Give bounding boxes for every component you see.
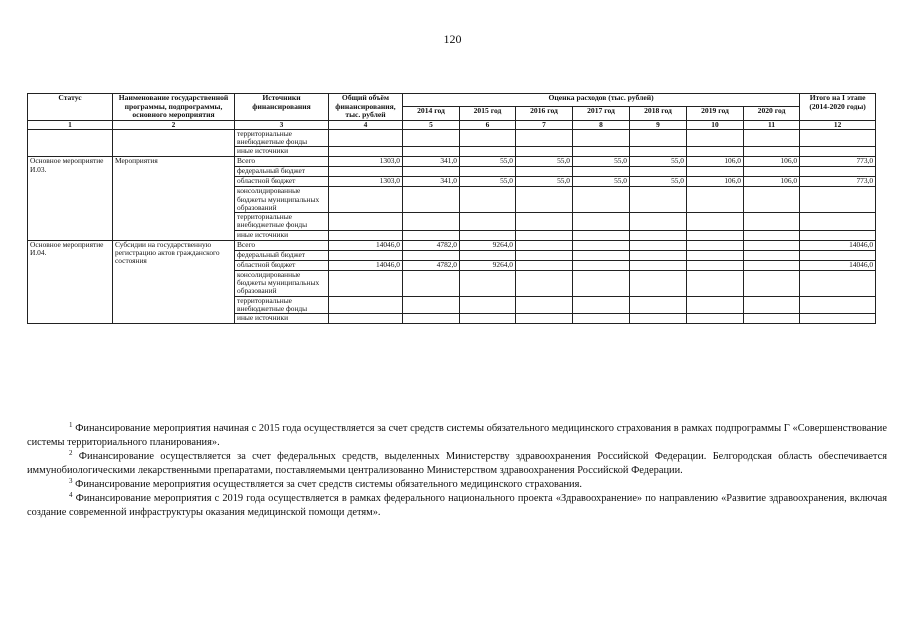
year-value-cell	[744, 167, 800, 177]
year-value-cell	[687, 230, 744, 240]
value-cell	[573, 129, 630, 147]
value-cell	[516, 147, 573, 157]
column-number: 6	[460, 120, 516, 129]
header-year: 2018 год	[630, 107, 687, 120]
stage-total-cell	[800, 187, 876, 213]
year-value-cell: 9264,0	[460, 260, 516, 270]
stage-total-cell	[800, 230, 876, 240]
header-total-volume: Общий объём финансирования, тыс. рублей	[329, 94, 403, 121]
total-cell	[329, 213, 403, 231]
year-value-cell: 4782,0	[403, 260, 460, 270]
name-cell	[113, 129, 235, 157]
status-cell	[28, 129, 113, 157]
value-cell	[329, 147, 403, 157]
source-cell: федеральный бюджет	[235, 167, 329, 177]
table-row	[28, 129, 876, 147]
header-stage-total: Итого на I этапе (2014-2020 годы)	[800, 94, 876, 121]
stage-total-cell	[800, 213, 876, 231]
year-value-cell	[403, 296, 460, 314]
header-status: Статус	[28, 94, 113, 121]
total-cell	[329, 230, 403, 240]
year-value-cell: 55,0	[630, 177, 687, 187]
source-cell: областной бюджет	[235, 177, 329, 187]
year-value-cell: 106,0	[687, 157, 744, 167]
total-cell: 1303,0	[329, 177, 403, 187]
year-value-cell	[744, 260, 800, 270]
source-cell: консолидированные бюджеты муниципальных образований	[235, 270, 329, 296]
year-value-cell	[630, 240, 687, 250]
name-cell: Субсидии на государственную регистрацию актов гражданского состояния	[113, 240, 235, 323]
year-value-cell	[744, 230, 800, 240]
source-cell: иные источники	[235, 314, 329, 324]
year-value-cell	[516, 187, 573, 213]
year-value-cell	[573, 230, 630, 240]
footnote-mark: 3	[69, 477, 73, 486]
value-cell	[516, 129, 573, 147]
footnote	[27, 450, 887, 478]
total-cell	[329, 314, 403, 324]
stage-total-cell: 773,0	[800, 157, 876, 167]
column-number: 8	[573, 120, 630, 129]
year-value-cell	[516, 296, 573, 314]
year-value-cell	[687, 250, 744, 260]
footnote-mark: 2	[69, 449, 73, 458]
total-cell: 14046,0	[329, 260, 403, 270]
total-cell	[329, 167, 403, 177]
header-row	[28, 94, 876, 107]
stage-total-cell: 14046,0	[800, 240, 876, 250]
year-value-cell	[460, 250, 516, 260]
year-value-cell	[403, 314, 460, 324]
value-cell	[800, 147, 876, 157]
header-estimate: Оценка расходов (тыс. рублей)	[403, 94, 800, 107]
header-year: 2014 год	[403, 107, 460, 120]
stage-total-cell: 14046,0	[800, 260, 876, 270]
year-value-cell	[744, 296, 800, 314]
year-value-cell	[573, 167, 630, 177]
year-value-cell	[516, 270, 573, 296]
status-cell: Основное мероприятие И.04.	[28, 240, 113, 323]
year-value-cell	[573, 314, 630, 324]
year-value-cell	[687, 270, 744, 296]
footnote-text: Финансирование мероприятия осуществляется за счет средств системы обязательного медицинского страхования.	[75, 479, 582, 491]
stage-total-cell: 773,0	[800, 177, 876, 187]
year-value-cell	[516, 250, 573, 260]
column-number: 4	[329, 120, 403, 129]
year-value-cell	[573, 260, 630, 270]
value-cell	[687, 129, 744, 147]
value-cell	[403, 129, 460, 147]
source-cell: территориальные внебюджетные фонды	[235, 213, 329, 231]
year-value-cell: 55,0	[460, 157, 516, 167]
year-value-cell: 106,0	[744, 177, 800, 187]
year-value-cell	[573, 240, 630, 250]
year-value-cell	[687, 296, 744, 314]
total-cell	[329, 296, 403, 314]
value-cell	[460, 129, 516, 147]
column-number: 5	[403, 120, 460, 129]
year-value-cell	[460, 167, 516, 177]
year-value-cell: 55,0	[460, 177, 516, 187]
year-value-cell: 4782,0	[403, 240, 460, 250]
year-value-cell: 55,0	[630, 157, 687, 167]
year-value-cell	[573, 270, 630, 296]
value-cell	[744, 129, 800, 147]
year-value-cell: 341,0	[403, 177, 460, 187]
column-number: 7	[516, 120, 573, 129]
footnote-mark: 1	[69, 421, 73, 429]
year-value-cell	[744, 250, 800, 260]
header-year: 2020 год	[744, 107, 800, 120]
header-year: 2017 год	[573, 107, 630, 120]
column-number: 9	[630, 120, 687, 129]
header-name: Наименование государственной программы, подпрограммы, основного мероприятия	[113, 94, 235, 121]
year-value-cell	[630, 213, 687, 231]
year-value-cell	[630, 314, 687, 324]
column-number: 1	[28, 120, 113, 129]
year-value-cell	[630, 270, 687, 296]
total-cell	[329, 250, 403, 260]
year-value-cell	[516, 240, 573, 250]
year-value-cell	[516, 230, 573, 240]
year-value-cell	[687, 240, 744, 250]
year-value-cell	[630, 187, 687, 213]
year-value-cell	[460, 187, 516, 213]
year-value-cell	[403, 250, 460, 260]
value-cell	[460, 147, 516, 157]
source-cell: территориальные внебюджетные фонды	[235, 296, 329, 314]
name-cell: Мероприятия	[113, 157, 235, 240]
total-cell: 1303,0	[329, 157, 403, 167]
year-value-cell	[630, 260, 687, 270]
column-number: 12	[800, 120, 876, 129]
stage-total-cell	[800, 270, 876, 296]
year-value-cell	[630, 296, 687, 314]
year-value-cell	[403, 230, 460, 240]
year-value-cell: 106,0	[687, 177, 744, 187]
year-value-cell	[687, 213, 744, 231]
value-cell	[573, 147, 630, 157]
source-cell: территориальные внебюджетные фонды	[235, 129, 329, 147]
year-value-cell: 55,0	[516, 177, 573, 187]
source-cell: иные источники	[235, 230, 329, 240]
year-value-cell	[460, 296, 516, 314]
stage-total-cell	[800, 250, 876, 260]
footnote-text: Финансирование осуществляется за счет федеральных средств, выделенных Министерству здравоохранения Российской Федерации. Белгородская область обеспечивается иммунобиологическими лекарственными препаратами, поставляемыми централизованно Министерством здравоохранения Российской Федерации.	[27, 451, 887, 477]
header-year: 2019 год	[687, 107, 744, 120]
footnote-mark: 4	[69, 491, 73, 500]
year-value-cell	[744, 240, 800, 250]
year-value-cell: 341,0	[403, 157, 460, 167]
status-cell: Основное мероприятие И.03.	[28, 157, 113, 240]
year-value-cell	[403, 213, 460, 231]
column-numbers-row	[28, 120, 876, 129]
year-value-cell	[744, 270, 800, 296]
column-number: 3	[235, 120, 329, 129]
total-cell	[329, 187, 403, 213]
table-row	[28, 157, 876, 167]
year-value-cell	[403, 270, 460, 296]
year-value-cell: 55,0	[516, 157, 573, 167]
year-value-cell	[573, 187, 630, 213]
total-cell	[329, 270, 403, 296]
year-value-cell	[630, 230, 687, 240]
total-cell: 14046,0	[329, 240, 403, 250]
header-sources: Источники финансирования	[235, 94, 329, 121]
year-value-cell	[573, 213, 630, 231]
year-value-cell	[460, 314, 516, 324]
source-cell: консолидированные бюджеты муниципальных образований	[235, 187, 329, 213]
year-value-cell	[744, 213, 800, 231]
value-cell	[800, 129, 876, 147]
footnotes	[27, 422, 887, 520]
value-cell	[744, 147, 800, 157]
year-value-cell: 106,0	[744, 157, 800, 167]
column-number: 10	[687, 120, 744, 129]
column-number: 11	[744, 120, 800, 129]
table-row	[28, 240, 876, 250]
year-value-cell	[744, 314, 800, 324]
year-value-cell	[516, 167, 573, 177]
year-value-cell	[573, 250, 630, 260]
column-number: 2	[113, 120, 235, 129]
source-cell: областной бюджет	[235, 260, 329, 270]
year-value-cell: 9264,0	[460, 240, 516, 250]
year-value-cell	[403, 187, 460, 213]
value-cell	[630, 129, 687, 147]
footnote	[27, 492, 887, 520]
stage-total-cell	[800, 314, 876, 324]
year-value-cell: 55,0	[573, 177, 630, 187]
year-value-cell	[687, 167, 744, 177]
value-cell	[403, 147, 460, 157]
financing-table	[27, 93, 876, 324]
footnote	[27, 478, 887, 492]
footnote-text: Финансирование мероприятия начиная с 2015 года осуществляется за счет средств системы обязательного медицинского страхования в рамках подпрограммы Г «Совершенствование системы территориального планирования».	[27, 423, 887, 449]
value-cell	[687, 147, 744, 157]
value-cell	[329, 129, 403, 147]
source-cell: федеральный бюджет	[235, 250, 329, 260]
page-number: 120	[443, 32, 462, 46]
year-value-cell	[460, 270, 516, 296]
year-value-cell	[460, 230, 516, 240]
footnote	[27, 422, 887, 450]
year-value-cell	[687, 187, 744, 213]
value-cell	[630, 147, 687, 157]
stage-total-cell	[800, 296, 876, 314]
header-year: 2016 год	[516, 107, 573, 120]
year-value-cell	[516, 260, 573, 270]
year-value-cell	[630, 250, 687, 260]
year-value-cell	[687, 314, 744, 324]
year-value-cell	[460, 213, 516, 231]
year-value-cell	[687, 260, 744, 270]
year-value-cell	[403, 167, 460, 177]
stage-total-cell	[800, 167, 876, 177]
year-value-cell	[630, 167, 687, 177]
header-year: 2015 год	[460, 107, 516, 120]
year-value-cell	[573, 296, 630, 314]
year-value-cell	[516, 314, 573, 324]
year-value-cell: 55,0	[573, 157, 630, 167]
year-value-cell	[744, 187, 800, 213]
source-cell: иные источники	[235, 147, 329, 157]
year-value-cell	[516, 213, 573, 231]
source-cell: Всего	[235, 157, 329, 167]
footnote-text: Финансирование мероприятия с 2019 года осуществляется в рамках федерального национального проекта «Здравоохранение» по направлению «Развитие здравоохранения, включая создание современной инфраструктуры оказания медицинской помощи детям».	[27, 493, 887, 519]
source-cell: Всего	[235, 240, 329, 250]
